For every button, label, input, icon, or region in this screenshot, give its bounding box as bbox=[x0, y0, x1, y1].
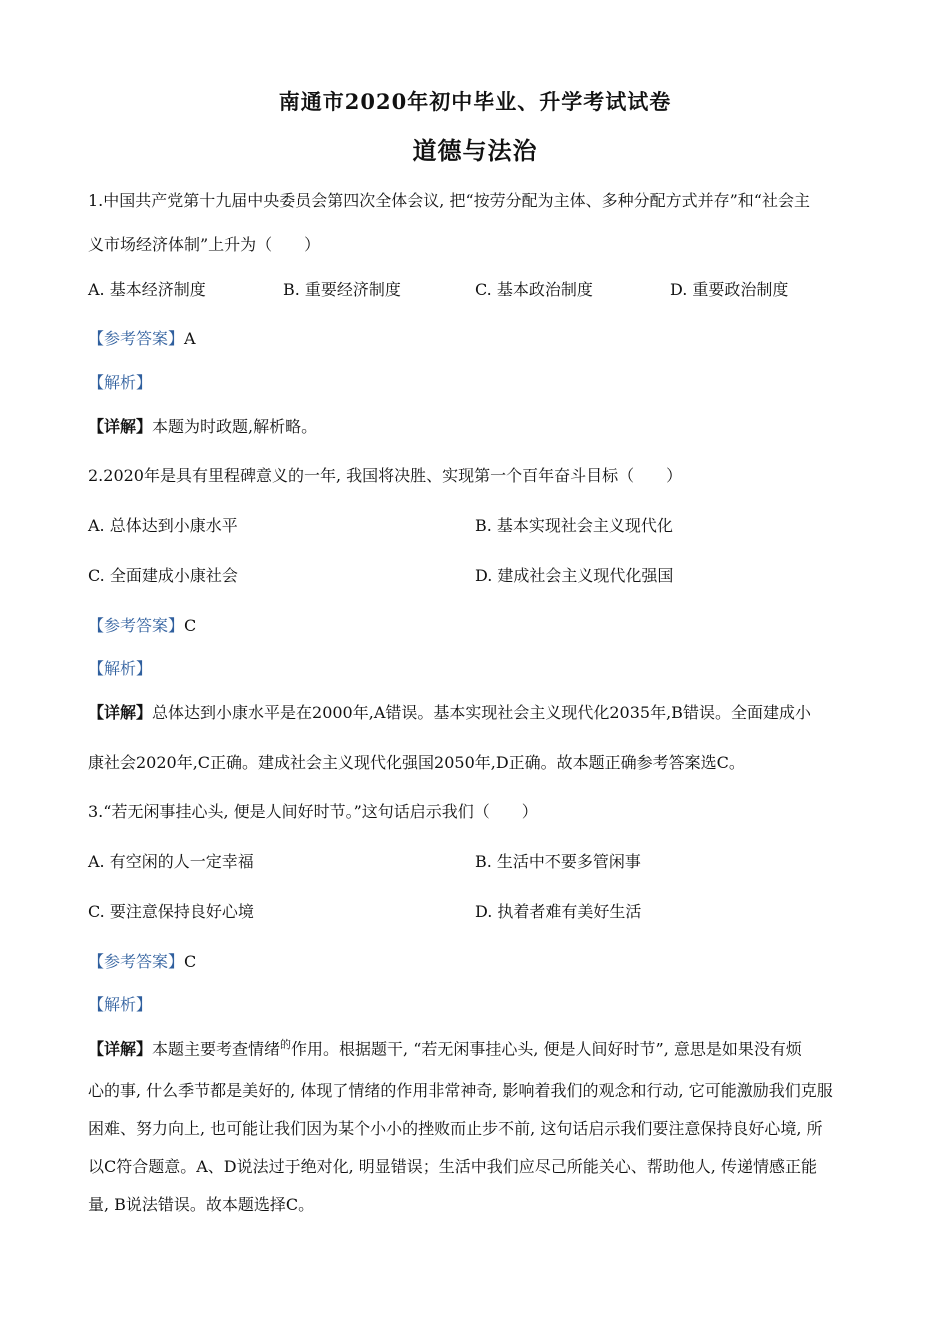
q2-answer-row bbox=[88, 613, 196, 636]
detail-tag: 【详解】 bbox=[88, 1039, 153, 1059]
q1-answer-row bbox=[88, 326, 196, 349]
q3-option-d: D. 执着者难有美好生活 bbox=[475, 902, 642, 921]
q1-answer: A bbox=[184, 329, 196, 348]
q2-option-b: B. 基本实现社会主义现代化 bbox=[475, 516, 673, 535]
q3-option-b: B. 生活中不要多管闲事 bbox=[475, 852, 641, 871]
answer-tag: 【参考答案】 bbox=[88, 329, 185, 348]
q2-option-a: A. 总体达到小康水平 bbox=[88, 516, 238, 535]
q2-analysis-tag: 【解析】 bbox=[88, 659, 153, 678]
q1-option-d: D. 重要政治制度 bbox=[670, 280, 789, 299]
subject-title: 道德与法治 bbox=[412, 136, 538, 165]
q2-detail-line1: 总体达到小康水平是在2000年,A错误。基本实现社会主义现代化2035年,B错误。全面建成小 bbox=[152, 703, 811, 722]
q1-stem-line1: 1.中国共产党第十九届中央委员会第四次全体会议, 把“按劳分配为主体、多种分配方式并存”和“社会主 bbox=[88, 191, 810, 210]
q3-detail-line5: 量, B说法错误。故本题选择C。 bbox=[88, 1195, 315, 1214]
q3-detail-line3: 困难、努力向上, 也可能让我们因为某个小小的挫败而止步不前, 这句话启示我们要注意保持良好心境, 所 bbox=[88, 1119, 823, 1138]
q3-stem: 3.“若无闲事挂心头, 便是人间好时节。”这句话启示我们（ ） bbox=[88, 802, 538, 821]
q2-detail-line2: 康社会2020年,C正确。建成社会主义现代化强国2050年,D正确。故本题正确参考答案选C。 bbox=[88, 753, 745, 772]
q2-detail-row1 bbox=[88, 700, 811, 723]
exam-title: 南通市2020年初中毕业、升学考试试卷 bbox=[278, 89, 672, 114]
q1-option-b: B. 重要经济制度 bbox=[283, 280, 401, 299]
q1-detail-row bbox=[88, 414, 317, 437]
q3-answer: C bbox=[184, 952, 197, 971]
q3-detail-line2: 心的事, 什么季节都是美好的, 体现了情绪的作用非常神奇, 影响着我们的观念和行动, 它可能激励我们克服 bbox=[88, 1081, 833, 1100]
q3-analysis-tag: 【解析】 bbox=[88, 995, 153, 1014]
q3-detail-sup: 的 bbox=[280, 1038, 292, 1051]
q2-answer: C bbox=[184, 616, 197, 635]
q1-analysis-tag: 【解析】 bbox=[88, 373, 153, 392]
answer-tag: 【参考答案】 bbox=[88, 952, 185, 971]
q2-option-d: D. 建成社会主义现代化强国 bbox=[475, 566, 674, 585]
detail-tag: 【详解】 bbox=[88, 703, 153, 722]
answer-tag: 【参考答案】 bbox=[88, 616, 185, 635]
q3-detail-line4: 以C符合题意。A、D说法过于绝对化, 明显错误；生活中我们应尽己所能关心、帮助他人, 传递情感正能 bbox=[88, 1157, 817, 1176]
q3-detail-row1 bbox=[88, 1036, 802, 1059]
q3-option-c: C. 要注意保持良好心境 bbox=[88, 902, 254, 921]
detail-tag: 【详解】 bbox=[88, 417, 153, 436]
q2-stem: 2.2020年是具有里程碑意义的一年, 我国将决胜、实现第一个百年奋斗目标（ ） bbox=[88, 466, 683, 485]
q3-detail-line1b: 作用。根据题干, “若无闲事挂心头, 便是人间好时节”, 意思是如果没有烦 bbox=[291, 1039, 802, 1059]
q3-answer-row bbox=[88, 949, 196, 972]
q1-detail: 本题为时政题,解析略。 bbox=[152, 417, 318, 436]
q1-option-c: C. 基本政治制度 bbox=[475, 280, 593, 299]
q2-option-c: C. 全面建成小康社会 bbox=[88, 566, 238, 585]
q1-stem-line2: 义市场经济体制”上升为（ ） bbox=[88, 235, 321, 254]
q1-option-a: A. 基本经济制度 bbox=[88, 280, 206, 299]
q3-option-a: A. 有空闲的人一定幸福 bbox=[88, 852, 254, 871]
q3-detail-line1a: 本题主要考查情绪 bbox=[152, 1039, 281, 1059]
